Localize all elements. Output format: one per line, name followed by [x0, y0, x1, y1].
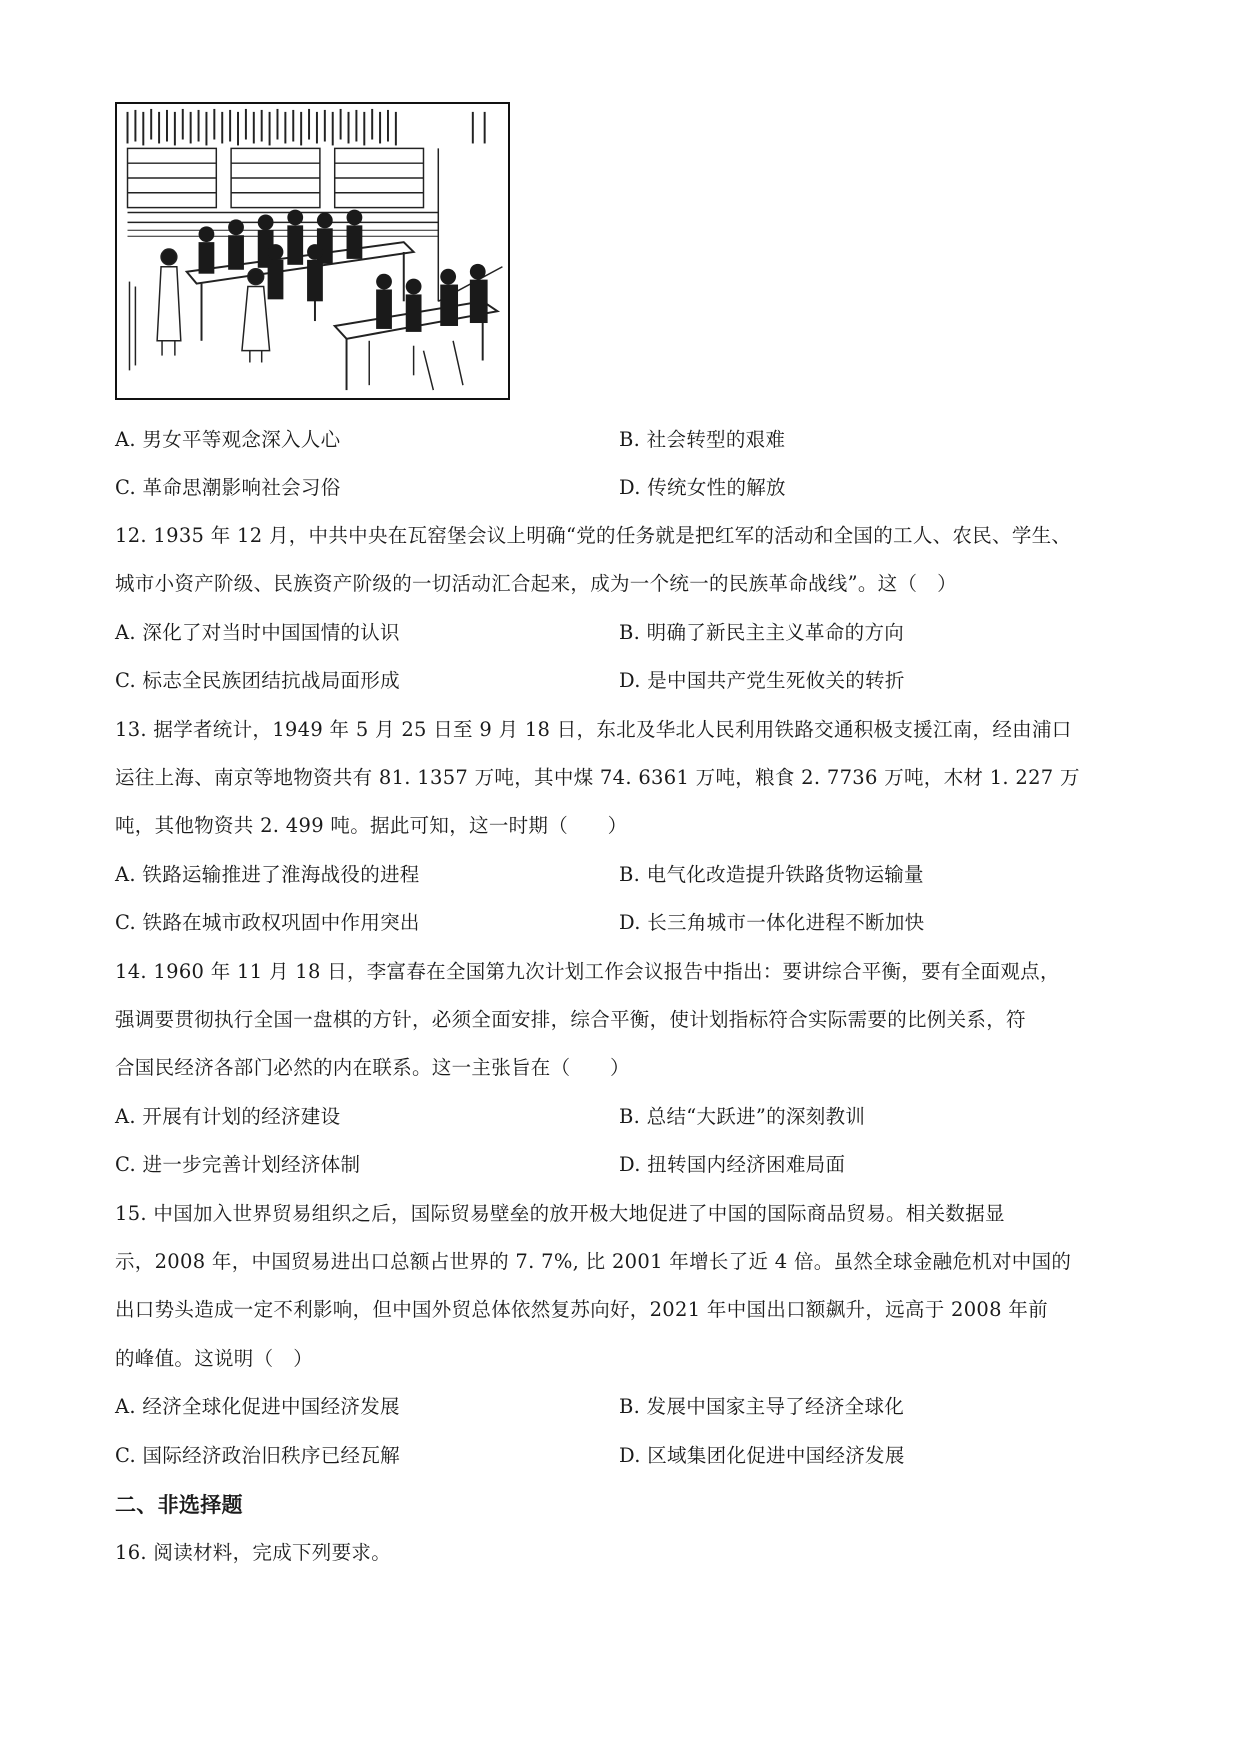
- q12-option-c[interactable]: [115, 667, 400, 695]
- q15-option-d[interactable]: [619, 1442, 905, 1470]
- q15-stem-line-1: 15. 中国加入世界贸易组织之后，国际贸易壁垒的放开极大地促进了中国的国际商品贸易。相关数据显: [115, 1202, 1005, 1225]
- option-text: 铁路在城市政权巩固中作用突出: [142, 911, 420, 934]
- q14-stem-line-1: 14. 1960 年 11 月 18 日，李富春在全国第九次计划工作会议报告中指出：要讲综合平衡，要有全面观点，: [115, 960, 1060, 983]
- q12-option-a[interactable]: [115, 619, 400, 647]
- option-text: 经济全球化促进中国经济发展: [142, 1395, 400, 1418]
- q13-stem-line-1: 13. 据学者统计，1949 年 5 月 25 日至 9 月 18 日，东北及华北人民利用铁路交通积极支援江南，经由浦口: [115, 718, 1072, 741]
- option-letter: D.: [619, 1153, 641, 1176]
- q13-option-b[interactable]: [619, 861, 924, 889]
- q15-option-a[interactable]: [115, 1393, 400, 1421]
- option-letter: A.: [115, 863, 136, 886]
- section-heading: 二、非选择题: [115, 1493, 243, 1517]
- classroom-drawing: [117, 104, 508, 398]
- option-letter: D.: [619, 911, 641, 934]
- q12-stem-line-2: 城市小资产阶级、民族资产阶级的一切活动汇合起来，成为一个统一的民族革命战线”。这（ ）: [115, 572, 957, 595]
- q14-option-a[interactable]: [115, 1103, 340, 1131]
- option-letter: C.: [115, 669, 137, 692]
- q13-stem-line-3: 吨，其他物资共 2. 499 吨。据此可知，这一时期（ ）: [115, 814, 628, 837]
- option-letter: C.: [115, 476, 137, 499]
- option-text: 长三角城市一体化进程不断加快: [647, 911, 925, 934]
- q11-option-d[interactable]: [619, 474, 786, 502]
- option-text: 铁路运输推进了淮海战役的进程: [142, 863, 420, 886]
- q15-option-c[interactable]: [115, 1442, 400, 1470]
- option-text: 扭转国内经济困难局面: [647, 1153, 846, 1176]
- q11-option-c[interactable]: [115, 474, 341, 502]
- option-text: 国际经济政治旧秩序已经瓦解: [142, 1444, 400, 1467]
- q13-option-d[interactable]: [619, 909, 924, 937]
- option-letter: B.: [619, 863, 641, 886]
- option-text: 男女平等观念深入人心: [142, 428, 341, 451]
- option-letter: A.: [115, 428, 136, 451]
- option-letter: B.: [619, 428, 641, 451]
- q16-stem: 16. 阅读材料，完成下列要求。: [115, 1541, 392, 1564]
- option-text: 传统女性的解放: [647, 476, 786, 499]
- q12-option-d[interactable]: [619, 667, 905, 695]
- q15-stem-line-3: 出口势头造成一定不利影响，但中国外贸总体依然复苏向好，2021 年中国出口额飙升，远高于 2008 年前: [115, 1298, 1048, 1321]
- q13-option-c[interactable]: [115, 909, 420, 937]
- option-text: 开展有计划的经济建设: [142, 1105, 341, 1128]
- option-letter: C.: [115, 1444, 137, 1467]
- option-text: 革命思潮影响社会习俗: [142, 476, 341, 499]
- option-letter: A.: [115, 1105, 136, 1128]
- option-letter: B.: [619, 1105, 641, 1128]
- q14-stem-line-3: 合国民经济各部门必然的内在联系。这一主张旨在（ ）: [115, 1056, 630, 1079]
- q15-option-b[interactable]: [619, 1393, 904, 1421]
- option-text: 进一步完善计划经济体制: [142, 1153, 361, 1176]
- q15-stem-line-2: 示，2008 年，中国贸易进出口总额占世界的 7. 7%, 比 2001 年增长了近 4 倍。虽然全球金融危机对中国的: [115, 1250, 1072, 1273]
- q11-option-a[interactable]: [115, 426, 340, 454]
- q13-stem-line-2: 运往上海、南京等地物资共有 81. 1357 万吨，其中煤 74. 6361 万吨，粮食 2. 7736 万吨，木材 1. 227 万: [115, 766, 1080, 789]
- classroom-illustration: [115, 102, 510, 400]
- option-text: 明确了新民主主义革命的方向: [646, 621, 905, 644]
- option-text: 是中国共产党生死攸关的转折: [647, 669, 905, 692]
- option-letter: D.: [619, 1444, 641, 1467]
- option-text: 总结“大跃进”的深刻教训: [646, 1105, 866, 1128]
- q14-option-d[interactable]: [619, 1151, 845, 1179]
- q14-option-b[interactable]: [619, 1103, 865, 1131]
- option-letter: D.: [619, 669, 641, 692]
- option-letter: B.: [619, 1395, 641, 1418]
- option-letter: C.: [115, 1153, 137, 1176]
- option-letter: C.: [115, 911, 137, 934]
- option-text: 社会转型的艰难: [646, 428, 786, 451]
- option-letter: A.: [115, 621, 136, 644]
- option-text: 区域集团化促进中国经济发展: [647, 1444, 905, 1467]
- option-text: 标志全民族团结抗战局面形成: [142, 669, 400, 692]
- option-text: 发展中国家主导了经济全球化: [646, 1395, 905, 1418]
- option-letter: D.: [619, 476, 641, 499]
- option-letter: A.: [115, 1395, 136, 1418]
- option-letter: B.: [619, 621, 641, 644]
- q14-option-c[interactable]: [115, 1151, 360, 1179]
- option-text: 电气化改造提升铁路货物运输量: [646, 863, 924, 886]
- q15-stem-line-4: 的峰值。这说明（ ）: [115, 1347, 314, 1370]
- option-text: 深化了对当时中国国情的认识: [142, 621, 400, 644]
- q14-stem-line-2: 强调要贯彻执行全国一盘棋的方针，必须全面安排，综合平衡，使计划指标符合实际需要的比例关系，符: [115, 1008, 1026, 1031]
- q12-option-b[interactable]: [619, 619, 904, 647]
- q12-stem-line-1: 12. 1935 年 12 月，中共中央在瓦窑堡会议上明确“党的任务就是把红军的活动和全国的工人、农民、学生、: [115, 524, 1072, 547]
- q11-option-b[interactable]: [619, 426, 785, 454]
- q13-option-a[interactable]: [115, 861, 420, 889]
